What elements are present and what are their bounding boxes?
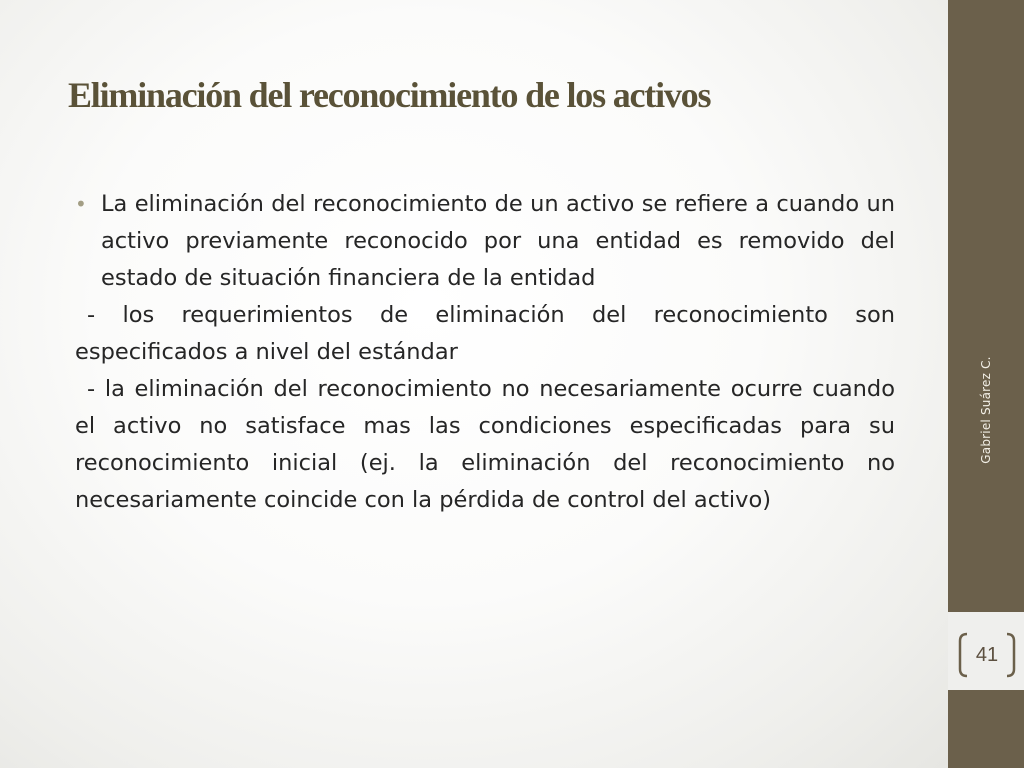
paragraph-derecognition: - la eliminación del reconocimiento no necesariamente ocurre cuando el activo no satisface mas las condiciones especificadas para su reconocimiento inicial (ej. la eliminación del reconocimiento no necesariamente coincide con la pérdida de control del activo) [75, 376, 895, 513]
slide-body [75, 186, 895, 519]
bullet-item [75, 186, 895, 297]
page-number-frame [958, 632, 1016, 678]
bullet-text: La eliminación del reconocimiento de un activo se refiere a cuando un activo previamente reconocido por una entidad es removido del estado de situación financiera de la entidad [101, 191, 895, 291]
bullet-dot-icon: • [75, 192, 87, 216]
page-number: 41 [975, 644, 999, 666]
paragraph-requirements: - los requerimientos de eliminación del reconocimiento son especificados a nivel del estándar [75, 302, 895, 365]
slide-title: Eliminación del reconocimiento de los activos [68, 75, 711, 115]
author-label: Gabriel Suárez C. [979, 356, 993, 464]
